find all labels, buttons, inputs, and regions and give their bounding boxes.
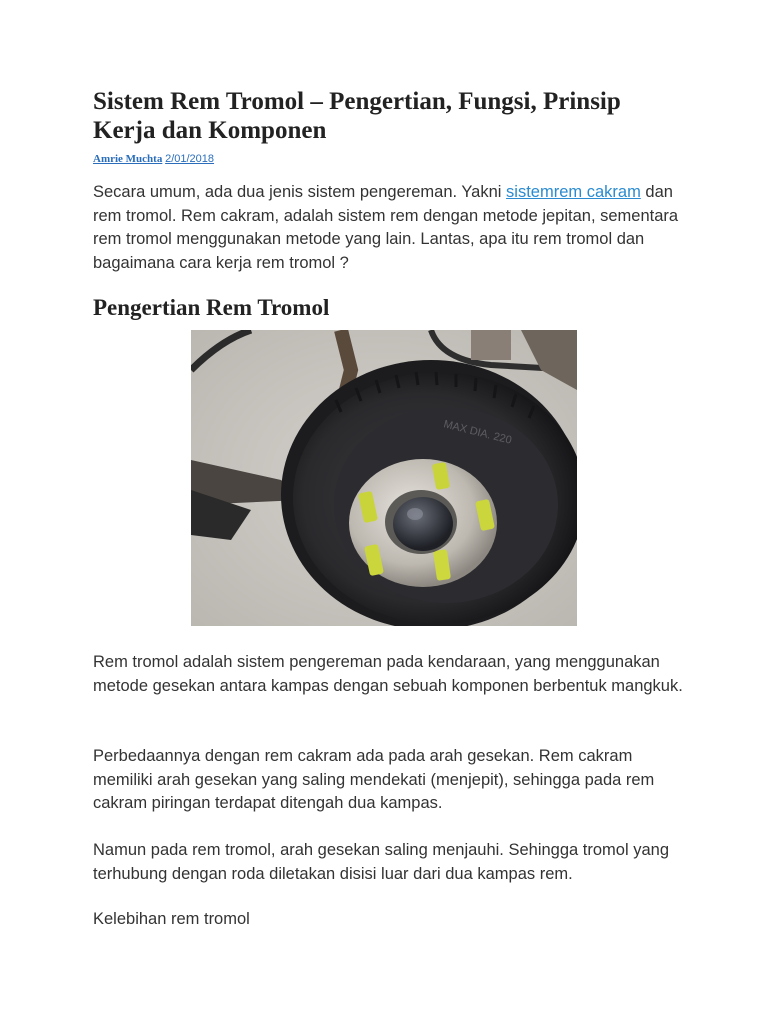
sistem-rem-cakram-link[interactable]: sistemrem cakram xyxy=(506,183,641,201)
date-link[interactable]: 2/01/2018 xyxy=(165,153,215,165)
intro-text-after: dan rem tromol. Rem cakram, adalah sistem rem dengan metode jepitan, sementara rem tromol menggunakan metode yang lain. Lantas, apa itu rem tromol dan bagaimana cara kerja rem tromol ? xyxy=(93,183,679,272)
paragraph-4: Kelebihan rem tromol xyxy=(93,910,250,928)
section-heading: Pengertian Rem Tromol xyxy=(93,295,330,320)
brake-drum-photo xyxy=(191,330,577,626)
paragraph-2: Perbedaannya dengan rem cakram ada pada arah gesekan. Rem cakram memiliki arah gesekan yang saling mendekati (menjepit), sehingga pada rem cakram piringan terdapat ditengah dua kampas. xyxy=(93,747,655,812)
paragraph-1: Rem tromol adalah sistem pengereman pada kendaraan, yang menggunakan metode gesekan antara kampas dengan sebuah komponen berbentuk mangkuk. xyxy=(93,653,683,695)
drum-embossed-text: MAX DIA. 220 xyxy=(442,418,513,447)
intro-paragraph xyxy=(93,181,683,275)
post-meta xyxy=(93,153,214,166)
intro-text-before: Secara umum, ada dua jenis sistem pengereman. Yakni xyxy=(93,183,507,201)
paragraph-3: Namun pada rem tromol, arah gesekan saling menjauhi. Sehingga tromol yang terhubung dengan roda diletakan disisi luar dari dua kampas rem. xyxy=(93,841,669,883)
brake-drum-image xyxy=(191,330,577,626)
author-link[interactable]: Amrie Muchta xyxy=(93,153,163,165)
article-title: Sistem Rem Tromol – Pengertian, Fungsi, Prinsip Kerja dan Komponen xyxy=(93,88,621,144)
